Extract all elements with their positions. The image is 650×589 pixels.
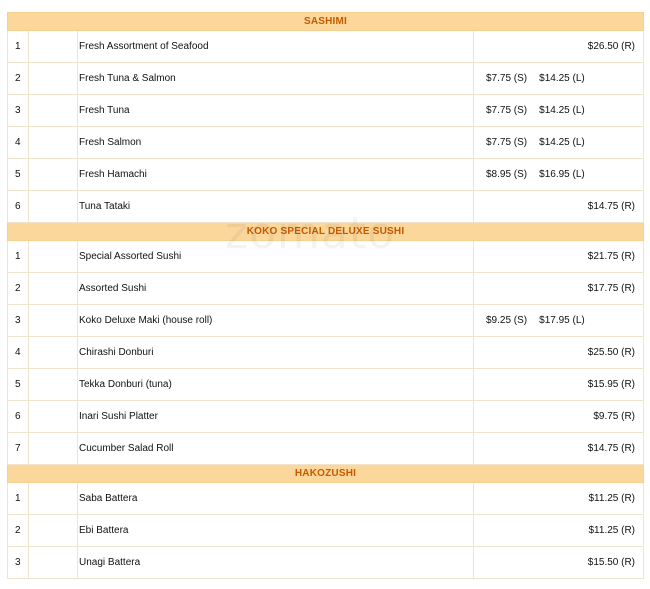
price-cell — [474, 273, 644, 305]
price-cell — [474, 31, 644, 63]
price-cell — [474, 515, 644, 547]
item-name: Koko Deluxe Maki (house roll) — [78, 305, 474, 337]
price-cell — [474, 369, 644, 401]
price-regular: $17.75 (R) — [587, 283, 636, 294]
item-name: Fresh Salmon — [78, 127, 474, 159]
price-cell — [474, 401, 644, 433]
price-regular: $26.50 (R) — [587, 41, 636, 52]
item-name: Assorted Sushi — [78, 273, 474, 305]
item-name: Tuna Tataki — [78, 191, 474, 223]
price-cell — [474, 305, 644, 337]
item-number: 3 — [8, 547, 29, 579]
spacer-cell — [29, 127, 78, 159]
item-name: Fresh Assortment of Seafood — [78, 31, 474, 63]
item-number: 1 — [8, 31, 29, 63]
item-number: 3 — [8, 95, 29, 127]
item-number: 2 — [8, 273, 29, 305]
price-large: $14.25 (L) — [539, 137, 585, 148]
menu-row — [8, 547, 644, 579]
menu-row — [8, 273, 644, 305]
menu-row — [8, 401, 644, 433]
item-name: Fresh Hamachi — [78, 159, 474, 191]
section-header-hakozushi — [8, 465, 644, 483]
menu-row — [8, 241, 644, 273]
spacer-cell — [29, 547, 78, 579]
menu-row — [8, 483, 644, 515]
menu-row — [8, 337, 644, 369]
price-regular: $25.50 (R) — [587, 347, 636, 358]
price-regular: $15.50 (R) — [587, 557, 636, 568]
menu-row — [8, 159, 644, 191]
item-number: 1 — [8, 483, 29, 515]
price-small: $7.75 (S) — [486, 73, 528, 84]
menu-table — [7, 12, 644, 579]
price-large: $14.25 (L) — [539, 105, 585, 116]
price-regular: $21.75 (R) — [587, 251, 636, 262]
item-name: Cucumber Salad Roll — [78, 433, 474, 465]
item-name: Special Assorted Sushi — [78, 241, 474, 273]
price-small: $7.75 (S) — [486, 137, 528, 148]
item-number: 5 — [8, 159, 29, 191]
menu-row — [8, 95, 644, 127]
spacer-cell — [29, 159, 78, 191]
price-cell — [474, 483, 644, 515]
price-cell — [474, 433, 644, 465]
price-large: $17.95 (L) — [539, 315, 585, 326]
item-number: 2 — [8, 515, 29, 547]
item-number: 2 — [8, 63, 29, 95]
price-cell — [474, 159, 644, 191]
section-header-sashimi — [8, 13, 644, 31]
spacer-cell — [29, 63, 78, 95]
item-name: Tekka Donburi (tuna) — [78, 369, 474, 401]
spacer-cell — [29, 273, 78, 305]
price-large: $14.25 (L) — [539, 73, 585, 84]
section-header-koko-special — [8, 223, 644, 241]
item-name: Fresh Tuna — [78, 95, 474, 127]
spacer-cell — [29, 191, 78, 223]
item-number: 1 — [8, 241, 29, 273]
spacer-cell — [29, 515, 78, 547]
price-regular: $14.75 (R) — [587, 443, 636, 454]
menu-row — [8, 63, 644, 95]
menu-page — [7, 12, 643, 579]
item-name: Inari Sushi Platter — [78, 401, 474, 433]
menu-row — [8, 31, 644, 63]
price-regular: $14.75 (R) — [587, 201, 636, 212]
item-name: Ebi Battera — [78, 515, 474, 547]
price-regular: $11.25 (R) — [588, 493, 636, 504]
section-title: SASHIMI — [8, 13, 644, 31]
menu-row — [8, 433, 644, 465]
spacer-cell — [29, 369, 78, 401]
item-number: 3 — [8, 305, 29, 337]
item-name: Chirashi Donburi — [78, 337, 474, 369]
price-cell — [474, 241, 644, 273]
spacer-cell — [29, 337, 78, 369]
price-regular: $11.25 (R) — [588, 525, 636, 536]
item-name: Unagi Battera — [78, 547, 474, 579]
item-number: 6 — [8, 191, 29, 223]
menu-row — [8, 369, 644, 401]
spacer-cell — [29, 95, 78, 127]
price-cell — [474, 191, 644, 223]
spacer-cell — [29, 305, 78, 337]
menu-row — [8, 305, 644, 337]
section-title: KOKO SPECIAL DELUXE SUSHI — [8, 223, 644, 241]
item-number: 4 — [8, 127, 29, 159]
item-number: 5 — [8, 369, 29, 401]
item-number: 7 — [8, 433, 29, 465]
item-name: Saba Battera — [78, 483, 474, 515]
price-cell — [474, 127, 644, 159]
price-regular: $9.75 (R) — [593, 411, 636, 422]
spacer-cell — [29, 241, 78, 273]
section-title: HAKOZUSHI — [8, 465, 644, 483]
price-small: $7.75 (S) — [486, 105, 528, 116]
spacer-cell — [29, 31, 78, 63]
price-cell — [474, 63, 644, 95]
spacer-cell — [29, 483, 78, 515]
price-small: $8.95 (S) — [486, 169, 528, 180]
price-large: $16.95 (L) — [539, 169, 585, 180]
price-small: $9.25 (S) — [486, 315, 528, 326]
menu-row — [8, 127, 644, 159]
price-cell — [474, 337, 644, 369]
spacer-cell — [29, 401, 78, 433]
menu-row — [8, 515, 644, 547]
item-number: 4 — [8, 337, 29, 369]
price-cell — [474, 95, 644, 127]
price-regular: $15.95 (R) — [587, 379, 636, 390]
menu-row — [8, 191, 644, 223]
price-cell — [474, 547, 644, 579]
item-number: 6 — [8, 401, 29, 433]
item-name: Fresh Tuna & Salmon — [78, 63, 474, 95]
spacer-cell — [29, 433, 78, 465]
